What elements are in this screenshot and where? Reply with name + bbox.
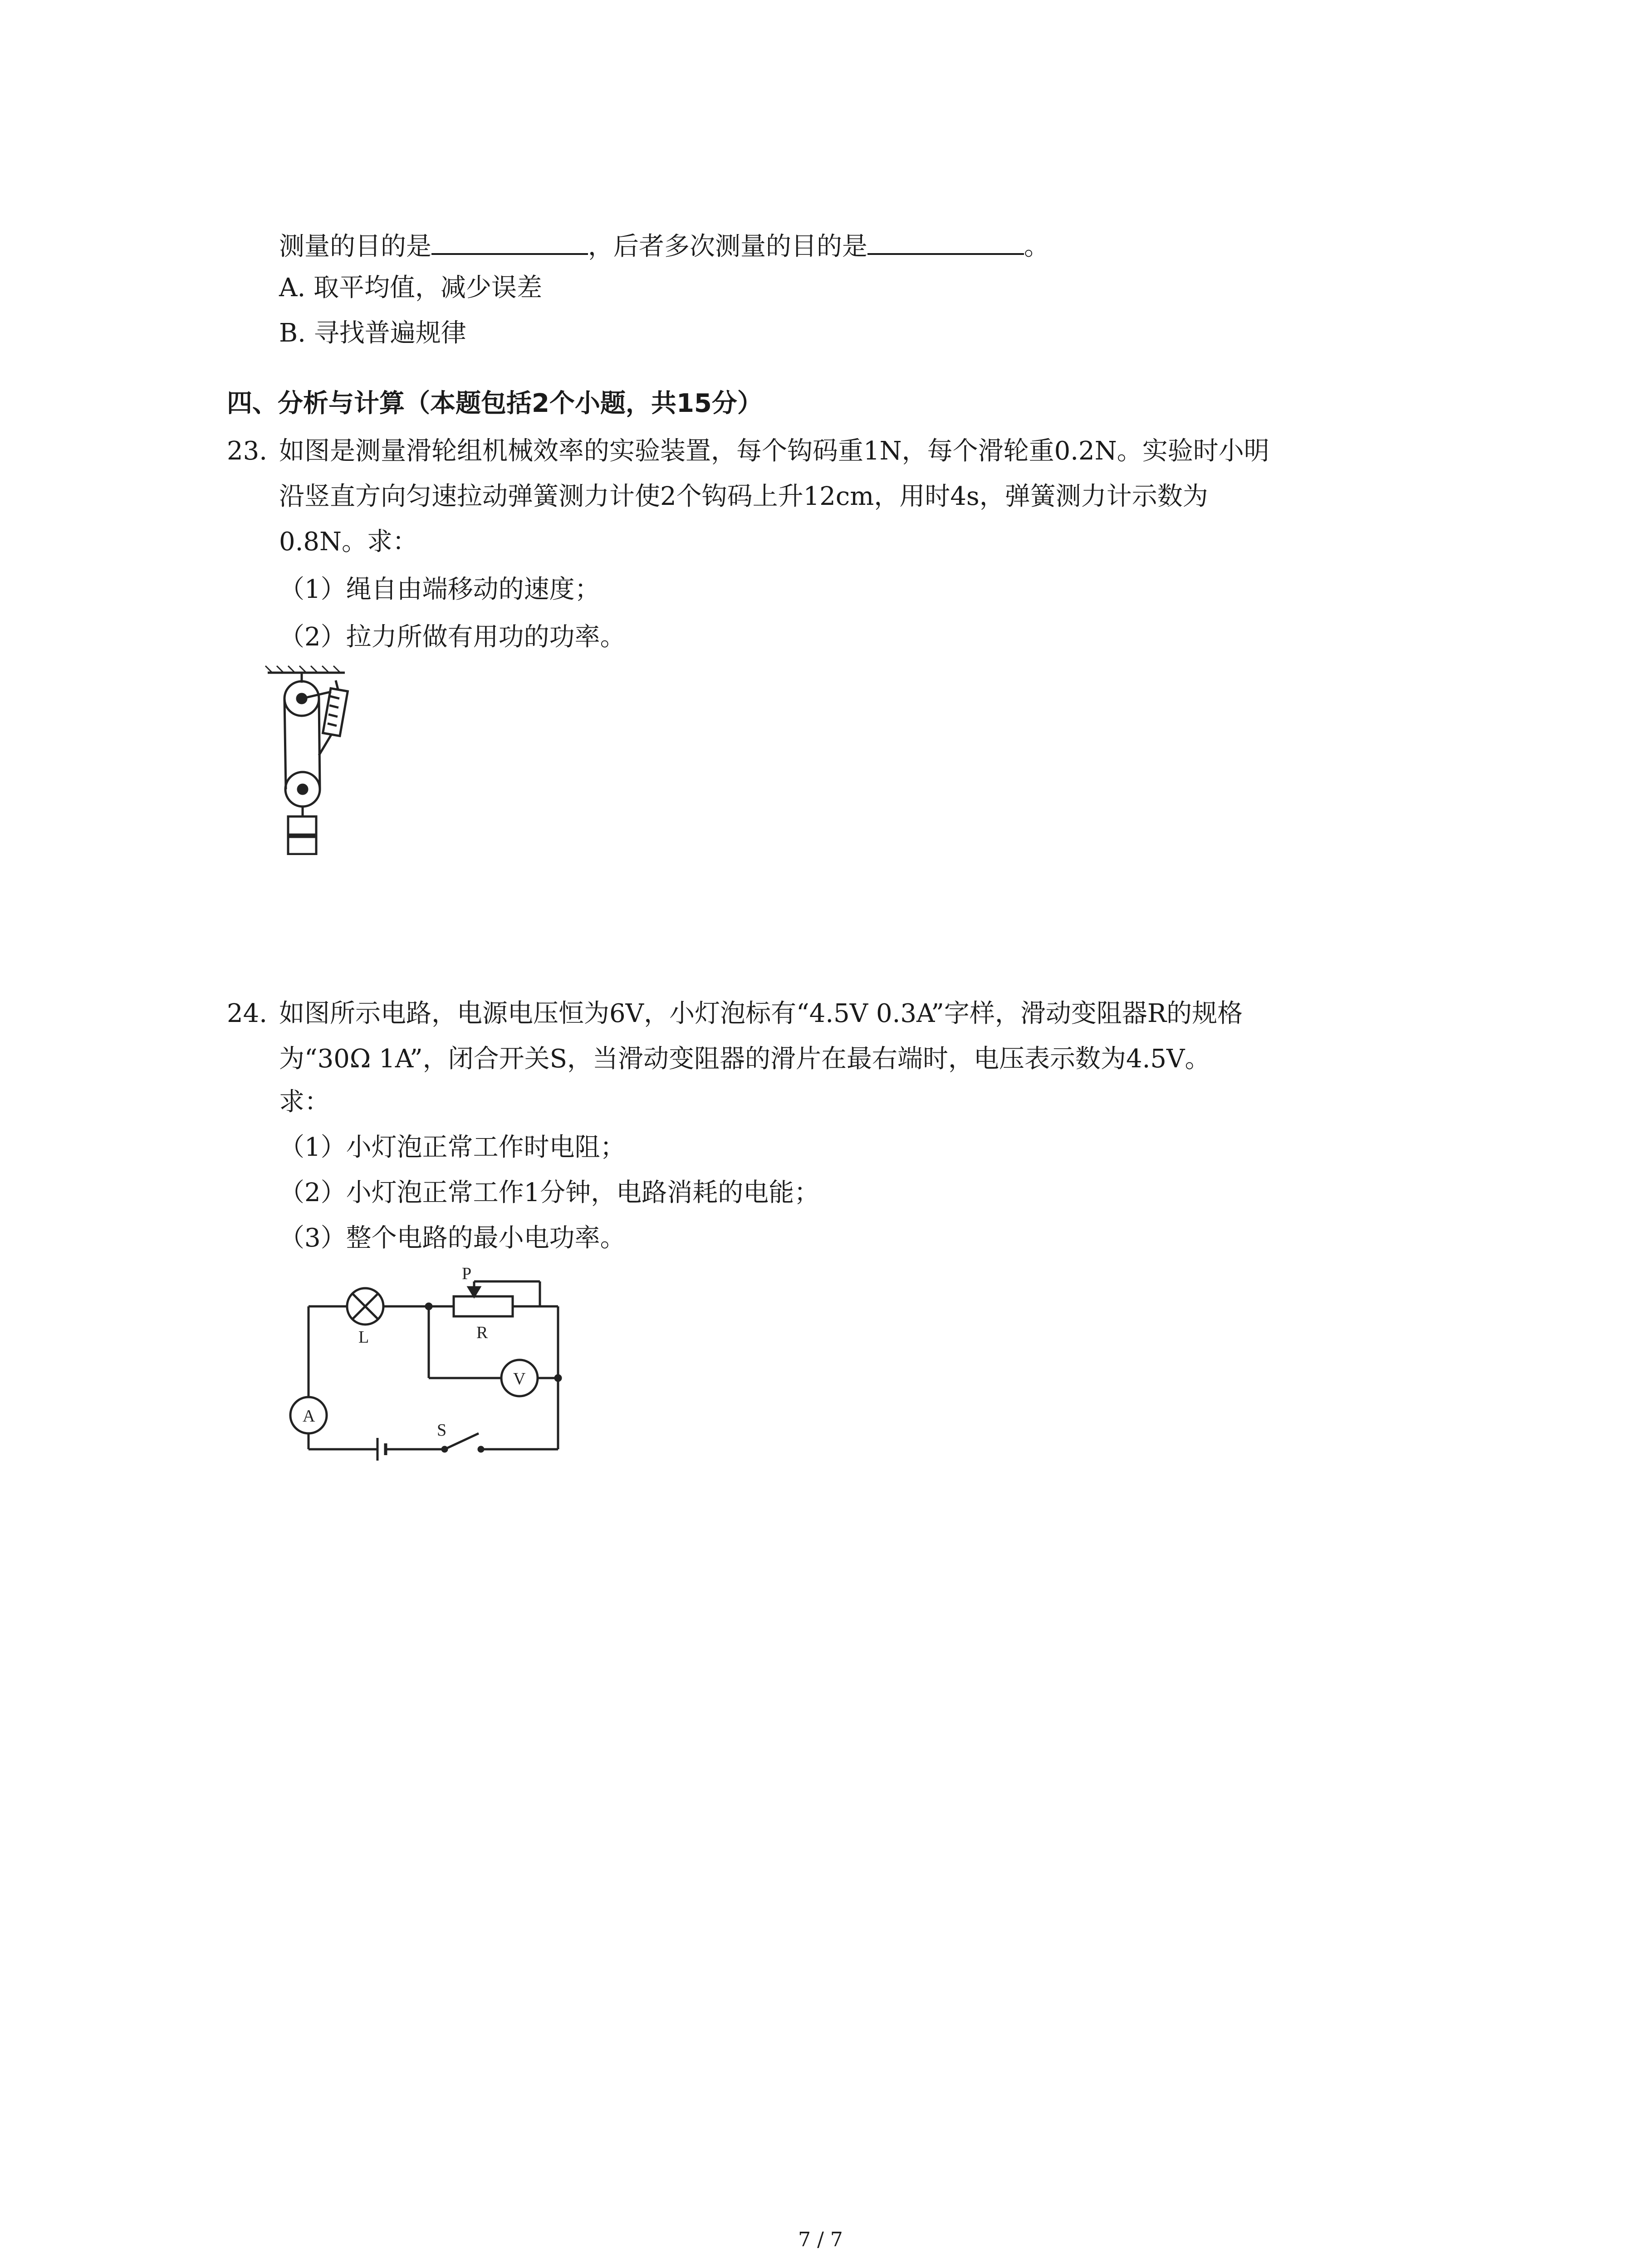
q22-option-b: B. 寻找普遍规律: [279, 318, 466, 348]
answer-blank-2[interactable]: [867, 227, 1024, 255]
switch-blade: [445, 1433, 479, 1449]
q24-sub-1: （1）小灯泡正常工作时电阻；: [279, 1133, 626, 1162]
circuit-diagram: [272, 1266, 572, 1465]
q24-number: 24.: [227, 999, 268, 1028]
q23-sub-2: （2）拉力所做有用功的功率。: [279, 622, 626, 652]
q22-text-c: 。: [1024, 232, 1049, 261]
q22-text-a: 测量的目的是: [279, 232, 431, 261]
pulley-figure: [263, 665, 363, 855]
hook-weight-1: [288, 816, 316, 835]
label-r: R: [476, 1323, 488, 1342]
q23-line-3: 0.8N。求：: [279, 527, 418, 557]
rope-right: [319, 699, 320, 789]
q24-sub-3: （3）整个电路的最小电功率。: [279, 1223, 626, 1253]
q24-line-2: 为“30Ω 1A”，闭合开关S，当滑动变阻器的滑片在最右端时，电压表示数为4.5V。: [279, 1044, 1210, 1074]
label-p: P: [462, 1266, 472, 1283]
rheostat: [454, 1296, 513, 1316]
page-number: 7 / 7: [798, 2228, 843, 2251]
q22-text-b: ，后者多次测量的目的是: [588, 232, 867, 261]
q24-sub-2: （2）小灯泡正常工作1分钟，电路消耗的电能；: [279, 1178, 820, 1207]
q23-line-2: 沿竖直方向匀速拉动弹簧测力计使2个钩码上升12cm，用时4s，弹簧测力计示数为: [279, 482, 1208, 511]
label-v: V: [513, 1369, 526, 1388]
label-l: L: [358, 1328, 369, 1347]
q23-line-1: 如图是测量滑轮组机械效率的实验装置，每个钩码重1N，每个滑轮重0.2N。实验时小明: [279, 436, 1269, 466]
q23-sub-1: （1）绳自由端移动的速度；: [279, 575, 600, 604]
q23-number: 23.: [227, 436, 268, 466]
q24-line-1: 如图所示电路，电源电压恒为6V，小灯泡标有“4.5V 0.3A”字样，滑动变阻器R的规格: [279, 999, 1243, 1028]
label-s: S: [437, 1421, 447, 1440]
section-heading: 四、分析与计算（本题包括2个小题，共15分）: [227, 389, 763, 418]
spring-scale: [323, 688, 348, 736]
hook-weight-2: [288, 837, 316, 854]
q22-option-a: A. 取平均值，减少误差: [279, 273, 543, 303]
slider-arrow: [469, 1287, 480, 1296]
q24-line-3: 求：: [279, 1087, 330, 1117]
q22-blank-line: [279, 227, 1049, 263]
label-a: A: [303, 1407, 315, 1426]
answer-blank-1[interactable]: [431, 227, 588, 255]
rope-left: [284, 699, 286, 789]
